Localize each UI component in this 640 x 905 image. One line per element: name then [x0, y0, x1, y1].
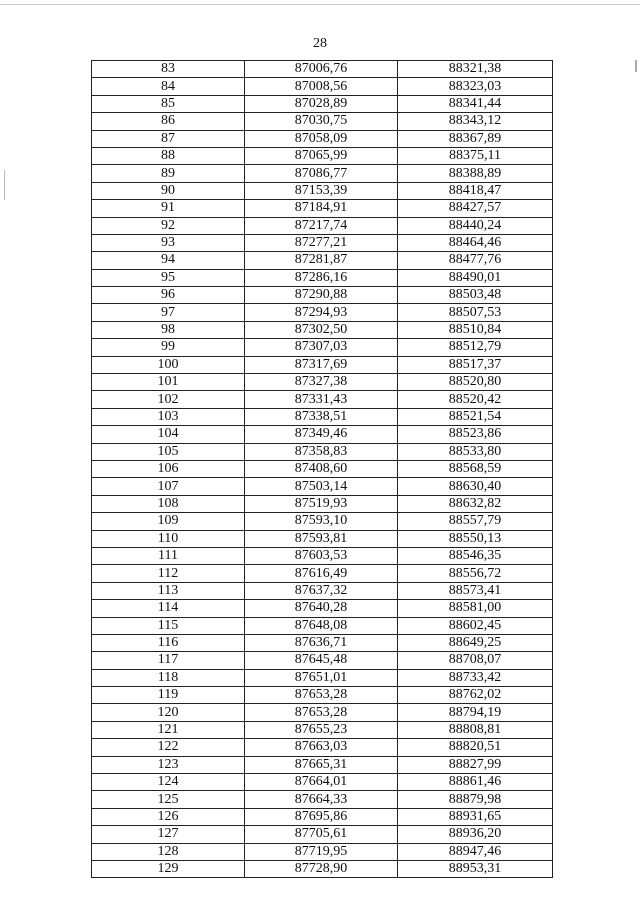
table-row — [92, 78, 553, 95]
x-coordinate-cell: 87358,83 — [245, 443, 398, 460]
table-row — [92, 130, 553, 147]
table-row — [92, 721, 553, 738]
table-row — [92, 530, 553, 547]
x-coordinate-cell: 87664,33 — [245, 791, 398, 808]
y-coordinate-cell: 88820,51 — [398, 739, 553, 756]
table-row — [92, 113, 553, 130]
y-coordinate-cell: 88490,01 — [398, 269, 553, 286]
table-row — [92, 269, 553, 286]
y-coordinate-cell: 88418,47 — [398, 182, 553, 199]
table-row — [92, 217, 553, 234]
point-number-cell: 94 — [92, 252, 245, 269]
point-number-cell: 97 — [92, 304, 245, 321]
point-number-cell: 117 — [92, 652, 245, 669]
x-coordinate-cell: 87663,03 — [245, 739, 398, 756]
x-coordinate-cell: 87728,90 — [245, 860, 398, 877]
point-number-cell: 96 — [92, 287, 245, 304]
point-number-cell: 120 — [92, 704, 245, 721]
x-coordinate-cell: 87651,01 — [245, 669, 398, 686]
point-number-cell: 102 — [92, 391, 245, 408]
x-coordinate-cell: 87653,28 — [245, 704, 398, 721]
table-row — [92, 426, 553, 443]
point-number-cell: 123 — [92, 756, 245, 773]
table-row — [92, 339, 553, 356]
table-row — [92, 304, 553, 321]
table-row — [92, 495, 553, 512]
y-coordinate-cell: 88953,31 — [398, 860, 553, 877]
y-coordinate-cell: 88512,79 — [398, 339, 553, 356]
x-coordinate-cell: 87519,93 — [245, 495, 398, 512]
point-number-cell: 113 — [92, 582, 245, 599]
y-coordinate-cell: 88520,80 — [398, 374, 553, 391]
y-coordinate-cell: 88931,65 — [398, 808, 553, 825]
y-coordinate-cell: 88632,82 — [398, 495, 553, 512]
y-coordinate-cell: 88733,42 — [398, 669, 553, 686]
y-coordinate-cell: 88630,40 — [398, 478, 553, 495]
y-coordinate-cell: 88523,86 — [398, 426, 553, 443]
x-coordinate-cell: 87006,76 — [245, 61, 398, 78]
table-row — [92, 252, 553, 269]
table-row — [92, 408, 553, 425]
table-row — [92, 843, 553, 860]
table-row — [92, 147, 553, 164]
y-coordinate-cell: 88367,89 — [398, 130, 553, 147]
y-coordinate-cell: 88550,13 — [398, 530, 553, 547]
y-coordinate-cell: 88557,79 — [398, 513, 553, 530]
y-coordinate-cell: 88343,12 — [398, 113, 553, 130]
point-number-cell: 115 — [92, 617, 245, 634]
table-row — [92, 200, 553, 217]
x-coordinate-cell: 87503,14 — [245, 478, 398, 495]
x-coordinate-cell: 87408,60 — [245, 460, 398, 477]
scan-edge-mark — [635, 60, 637, 72]
point-number-cell: 89 — [92, 165, 245, 182]
point-number-cell: 86 — [92, 113, 245, 130]
point-number-cell: 87 — [92, 130, 245, 147]
point-number-cell: 85 — [92, 95, 245, 112]
y-coordinate-cell: 88602,45 — [398, 617, 553, 634]
x-coordinate-cell: 87008,56 — [245, 78, 398, 95]
x-coordinate-cell: 87065,99 — [245, 147, 398, 164]
table-row — [92, 826, 553, 843]
x-coordinate-cell: 87664,01 — [245, 774, 398, 791]
y-coordinate-cell: 88517,37 — [398, 356, 553, 373]
point-number-cell: 118 — [92, 669, 245, 686]
x-coordinate-cell: 87281,87 — [245, 252, 398, 269]
x-coordinate-cell: 87331,43 — [245, 391, 398, 408]
table-row — [92, 374, 553, 391]
x-coordinate-cell: 87086,77 — [245, 165, 398, 182]
y-coordinate-cell: 88762,02 — [398, 687, 553, 704]
y-coordinate-cell: 88477,76 — [398, 252, 553, 269]
y-coordinate-cell: 88520,42 — [398, 391, 553, 408]
y-coordinate-cell: 88568,59 — [398, 460, 553, 477]
point-number-cell: 93 — [92, 234, 245, 251]
x-coordinate-cell: 87603,53 — [245, 547, 398, 564]
x-coordinate-cell: 87277,21 — [245, 234, 398, 251]
point-number-cell: 112 — [92, 565, 245, 582]
x-coordinate-cell: 87294,93 — [245, 304, 398, 321]
point-number-cell: 101 — [92, 374, 245, 391]
table-row — [92, 634, 553, 651]
point-number-cell: 107 — [92, 478, 245, 495]
coordinates-table — [91, 60, 553, 878]
point-number-cell: 84 — [92, 78, 245, 95]
table-row — [92, 95, 553, 112]
y-coordinate-cell: 88808,81 — [398, 721, 553, 738]
table-row — [92, 182, 553, 199]
table-row — [92, 791, 553, 808]
table-row — [92, 704, 553, 721]
x-coordinate-cell: 87153,39 — [245, 182, 398, 199]
y-coordinate-cell: 88936,20 — [398, 826, 553, 843]
y-coordinate-cell: 88510,84 — [398, 321, 553, 338]
point-number-cell: 83 — [92, 61, 245, 78]
y-coordinate-cell: 88440,24 — [398, 217, 553, 234]
table-row — [92, 774, 553, 791]
point-number-cell: 98 — [92, 321, 245, 338]
x-coordinate-cell: 87645,48 — [245, 652, 398, 669]
y-coordinate-cell: 88794,19 — [398, 704, 553, 721]
table-row — [92, 321, 553, 338]
table-row — [92, 565, 553, 582]
point-number-cell: 122 — [92, 739, 245, 756]
x-coordinate-cell: 87302,50 — [245, 321, 398, 338]
table-row — [92, 443, 553, 460]
point-number-cell: 90 — [92, 182, 245, 199]
x-coordinate-cell: 87695,86 — [245, 808, 398, 825]
point-number-cell: 125 — [92, 791, 245, 808]
y-coordinate-cell: 88341,44 — [398, 95, 553, 112]
y-coordinate-cell: 88879,98 — [398, 791, 553, 808]
y-coordinate-cell: 88507,53 — [398, 304, 553, 321]
y-coordinate-cell: 88375,11 — [398, 147, 553, 164]
point-number-cell: 126 — [92, 808, 245, 825]
point-number-cell: 99 — [92, 339, 245, 356]
x-coordinate-cell: 87349,46 — [245, 426, 398, 443]
x-coordinate-cell: 87290,88 — [245, 287, 398, 304]
table-row — [92, 234, 553, 251]
table-row — [92, 600, 553, 617]
table-row — [92, 860, 553, 877]
x-coordinate-cell: 87593,10 — [245, 513, 398, 530]
table-row — [92, 61, 553, 78]
x-coordinate-cell: 87648,08 — [245, 617, 398, 634]
x-coordinate-cell: 87327,38 — [245, 374, 398, 391]
y-coordinate-cell: 88947,46 — [398, 843, 553, 860]
table-row — [92, 547, 553, 564]
y-coordinate-cell: 88573,41 — [398, 582, 553, 599]
x-coordinate-cell: 87719,95 — [245, 843, 398, 860]
y-coordinate-cell: 88827,99 — [398, 756, 553, 773]
table-row — [92, 687, 553, 704]
point-number-cell: 119 — [92, 687, 245, 704]
x-coordinate-cell: 87338,51 — [245, 408, 398, 425]
y-coordinate-cell: 88521,54 — [398, 408, 553, 425]
table-row — [92, 669, 553, 686]
x-coordinate-cell: 87028,89 — [245, 95, 398, 112]
point-number-cell: 116 — [92, 634, 245, 651]
y-coordinate-cell: 88649,25 — [398, 634, 553, 651]
table-row — [92, 617, 553, 634]
point-number-cell: 109 — [92, 513, 245, 530]
point-number-cell: 129 — [92, 860, 245, 877]
table-row — [92, 287, 553, 304]
x-coordinate-cell: 87655,23 — [245, 721, 398, 738]
y-coordinate-cell: 88861,46 — [398, 774, 553, 791]
y-coordinate-cell: 88546,35 — [398, 547, 553, 564]
table-row — [92, 391, 553, 408]
point-number-cell: 95 — [92, 269, 245, 286]
x-coordinate-cell: 87636,71 — [245, 634, 398, 651]
table-row — [92, 478, 553, 495]
x-coordinate-cell: 87616,49 — [245, 565, 398, 582]
x-coordinate-cell: 87058,09 — [245, 130, 398, 147]
point-number-cell: 104 — [92, 426, 245, 443]
table-row — [92, 165, 553, 182]
point-number-cell: 110 — [92, 530, 245, 547]
point-number-cell: 128 — [92, 843, 245, 860]
table-row — [92, 356, 553, 373]
point-number-cell: 111 — [92, 547, 245, 564]
table-row — [92, 652, 553, 669]
point-number-cell: 108 — [92, 495, 245, 512]
x-coordinate-cell: 87705,61 — [245, 826, 398, 843]
y-coordinate-cell: 88323,03 — [398, 78, 553, 95]
y-coordinate-cell: 88321,38 — [398, 61, 553, 78]
y-coordinate-cell: 88581,00 — [398, 600, 553, 617]
x-coordinate-cell: 87665,31 — [245, 756, 398, 773]
table-row — [92, 582, 553, 599]
y-coordinate-cell: 88533,80 — [398, 443, 553, 460]
table-row — [92, 808, 553, 825]
point-number-cell: 105 — [92, 443, 245, 460]
table-body — [92, 61, 553, 878]
scan-edge-mark — [4, 170, 5, 200]
y-coordinate-cell: 88708,07 — [398, 652, 553, 669]
x-coordinate-cell: 87307,03 — [245, 339, 398, 356]
table-row — [92, 739, 553, 756]
x-coordinate-cell: 87184,91 — [245, 200, 398, 217]
x-coordinate-cell: 87653,28 — [245, 687, 398, 704]
x-coordinate-cell: 87030,75 — [245, 113, 398, 130]
point-number-cell: 88 — [92, 147, 245, 164]
page-number: 28 — [313, 36, 327, 51]
point-number-cell: 100 — [92, 356, 245, 373]
point-number-cell: 106 — [92, 460, 245, 477]
scan-edge-line — [0, 4, 640, 5]
y-coordinate-cell: 88556,72 — [398, 565, 553, 582]
point-number-cell: 124 — [92, 774, 245, 791]
x-coordinate-cell: 87593,81 — [245, 530, 398, 547]
x-coordinate-cell: 87640,28 — [245, 600, 398, 617]
x-coordinate-cell: 87217,74 — [245, 217, 398, 234]
table-row — [92, 513, 553, 530]
x-coordinate-cell: 87317,69 — [245, 356, 398, 373]
point-number-cell: 121 — [92, 721, 245, 738]
table-row — [92, 756, 553, 773]
y-coordinate-cell: 88503,48 — [398, 287, 553, 304]
y-coordinate-cell: 88388,89 — [398, 165, 553, 182]
y-coordinate-cell: 88427,57 — [398, 200, 553, 217]
point-number-cell: 127 — [92, 826, 245, 843]
point-number-cell: 103 — [92, 408, 245, 425]
point-number-cell: 92 — [92, 217, 245, 234]
x-coordinate-cell: 87637,32 — [245, 582, 398, 599]
point-number-cell: 114 — [92, 600, 245, 617]
table-row — [92, 460, 553, 477]
y-coordinate-cell: 88464,46 — [398, 234, 553, 251]
x-coordinate-cell: 87286,16 — [245, 269, 398, 286]
point-number-cell: 91 — [92, 200, 245, 217]
